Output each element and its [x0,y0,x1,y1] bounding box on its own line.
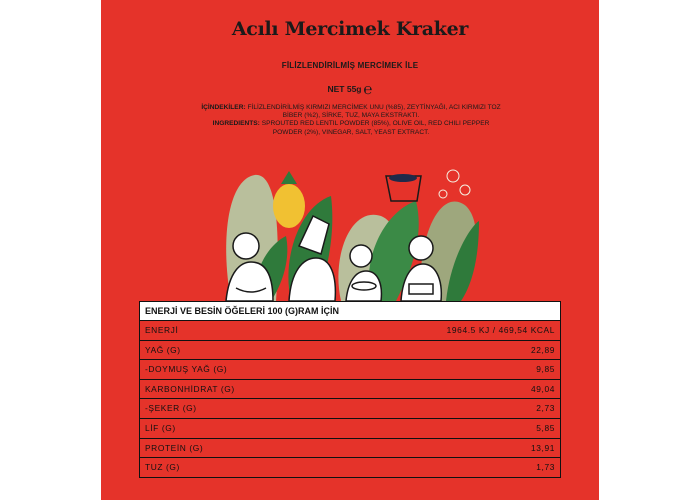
ingredients-en-text: SPROUTED RED LENTIL POWDER (85%), OLIVE OIL, RED CHILI PEPPER POWDER (2%), VINEGAR, SALT, YEAST EXTRACT. [261,120,490,136]
pot-dark [389,174,417,182]
product-subtitle: FİLİZLENDİRİLMİŞ MERCİMEK İLE [281,61,419,70]
nutrition-value: 49,04 [531,383,555,394]
nutrition-value: 1964.5 KJ / 469,54 KCAL [446,325,555,335]
nutrition-table [139,301,561,478]
nutrition-label: TUZ (G) [145,462,180,473]
ingredients-tr-text: FİLİZLENDİRİLMİŞ KIRMIZI MERCİMEK UNU (%85), ZEYTİNYAĞI, ACI KIRMIZI TOZ BİBER (%2), SİRKE, TUZ, MAYA EKSTRAKTI. [247,104,501,120]
nutrition-row-saturated-fat [140,360,560,380]
nutrition-table-header: ENERJİ VE BESİN ÖĞELERİ 100 (G)RAM İÇİN [140,302,560,321]
ingredients-en-label: INGREDIENTS: [212,120,260,128]
product-title: Acılı Mercimek Kraker [231,18,469,40]
yellow-fruit [273,184,305,228]
nutrition-row-fiber [140,419,560,439]
fruit-leaves [281,171,297,184]
nutrition-row-salt [140,458,560,477]
nutrition-label: -DOYMUŞ YAĞ (G) [145,364,228,375]
nutrition-value: 22,89 [531,344,555,355]
nutrition-value: 9,85 [536,364,555,375]
nutrition-value: 2,73 [536,403,555,414]
nutrition-label: LİF (G) [145,422,176,433]
nutrition-label: -ŞEKER (G) [145,403,197,414]
estimated-sign-icon: ℮ [363,80,373,98]
nutrition-row-carbohydrate [140,380,560,400]
nutrition-row-energy [140,321,560,341]
package-panel [101,0,599,500]
nutrition-label: YAĞ (G) [145,344,181,355]
ingredients-tr-label: İÇİNDEKİLER: [201,104,246,111]
nutrition-label: ENERJİ [145,325,179,335]
nutrition-row-protein [140,439,560,459]
nutrition-label: PROTEİN (G) [145,442,204,453]
ingredients-block [201,104,501,137]
people-eating-illustration [221,166,481,306]
nutrition-value: 13,91 [531,442,555,453]
nutrition-value: 5,85 [536,422,555,433]
dandelion-icons [439,170,470,198]
nutrition-row-fat [140,341,560,361]
nutrition-label: KARBONHİDRAT (G) [145,383,235,394]
nutrition-value: 1,73 [536,462,555,473]
net-weight [101,80,599,99]
nutrition-row-sugar [140,399,560,419]
net-weight-label: NET 55g [327,84,362,94]
